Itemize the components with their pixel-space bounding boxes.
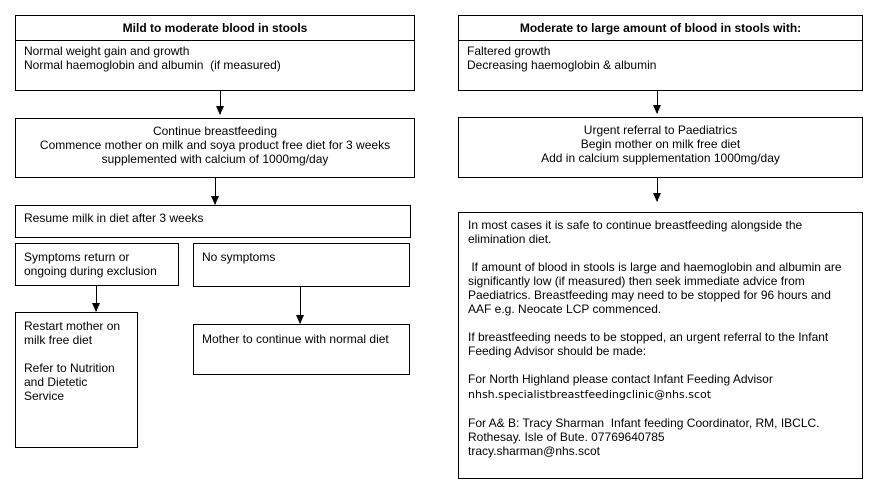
advice-paragraph: In most cases it is safe to continue breastfeeding alongside the elimination diet. [468,218,806,246]
criteria-line: Decreasing haemoglobin & albumin [467,58,657,72]
ab-contact-email[interactable]: tracy.sharman@nhs.scot [468,444,601,458]
step-line: Add in calcium supplementation 1000mg/day [541,151,780,165]
arrow [215,178,216,204]
north-highland-email[interactable]: nhsh.specialistbreastfeedingclinic@nhs.scot [468,388,712,401]
step-line: Commence mother on milk and soya product free diet for 3 weeks [39,138,391,152]
step-line: Begin mother on milk free diet [580,137,741,151]
arrow [657,91,658,113]
right-criteria-box [458,40,863,91]
outcome-normal-diet [193,324,410,375]
advice-paragraph: If breastfeeding needs to be stopped, an urgent referral to the Infant Feeding Advisor should be made: [468,330,832,358]
branch-line: ongoing during exclusion [24,264,157,278]
step-line: Continue breastfeeding [152,124,278,138]
ab-contact-line: For A& B: Tracy Sharman Infant feeding Coordinator, RM, IBCLC. [468,416,820,430]
ab-contact-line: Rothesay. Isle of Bute. 07769640785 [468,430,665,444]
branch-text: No symptoms [202,250,276,264]
outcome-line: Service [24,389,65,403]
outcome-text: Mother to continue with normal diet [202,332,389,346]
left-header [15,15,415,41]
arrow [220,91,221,114]
outcome-line: milk free diet [24,333,93,347]
outcome-line: Restart mother on [24,319,121,333]
right-advice-box [458,212,863,479]
outcome-line: Refer to Nutrition [24,361,115,375]
criteria-line: Normal haemoglobin and albumin (if measured) [24,58,281,72]
arrow [96,286,97,311]
arrow [657,178,658,201]
step-text: Resume milk in diet after 3 weeks [24,211,204,225]
branch-no-symptoms [193,243,410,287]
right-step1-box [458,117,863,178]
left-header-text: Mild to moderate blood in stools [122,21,308,35]
branch-line: Symptoms return or [24,250,130,264]
outcome-restart-diet [15,312,138,448]
left-criteria-box [15,40,415,91]
left-step1-box [15,118,415,178]
outcome-line: and Dietetic [24,375,88,389]
criteria-line: Normal weight gain and growth [24,44,190,58]
step-line: supplemented with calcium of 1000mg/day [101,152,329,166]
north-highland-contact: For North Highland please contact Infant Feeding Advisor [468,372,773,386]
outcome-line [24,347,129,361]
branch-symptoms-return [15,243,179,286]
advice-paragraph: If amount of blood in stools is large and haemoglobin and albumin are significantly low (if measured) then seek immediate advice from Paediatrics. Breastfeeding may need to be stopped for 96 hours and AAF e.g. Neocate LCP commenced. [468,260,845,316]
left-step2-box [15,205,411,238]
right-header [458,15,863,41]
step-line: Urgent referral to Paediatrics [583,123,738,137]
right-header-text: Moderate to large amount of blood in stools with: [519,21,802,35]
criteria-line: Faltered growth [467,44,551,58]
arrow [300,287,301,323]
